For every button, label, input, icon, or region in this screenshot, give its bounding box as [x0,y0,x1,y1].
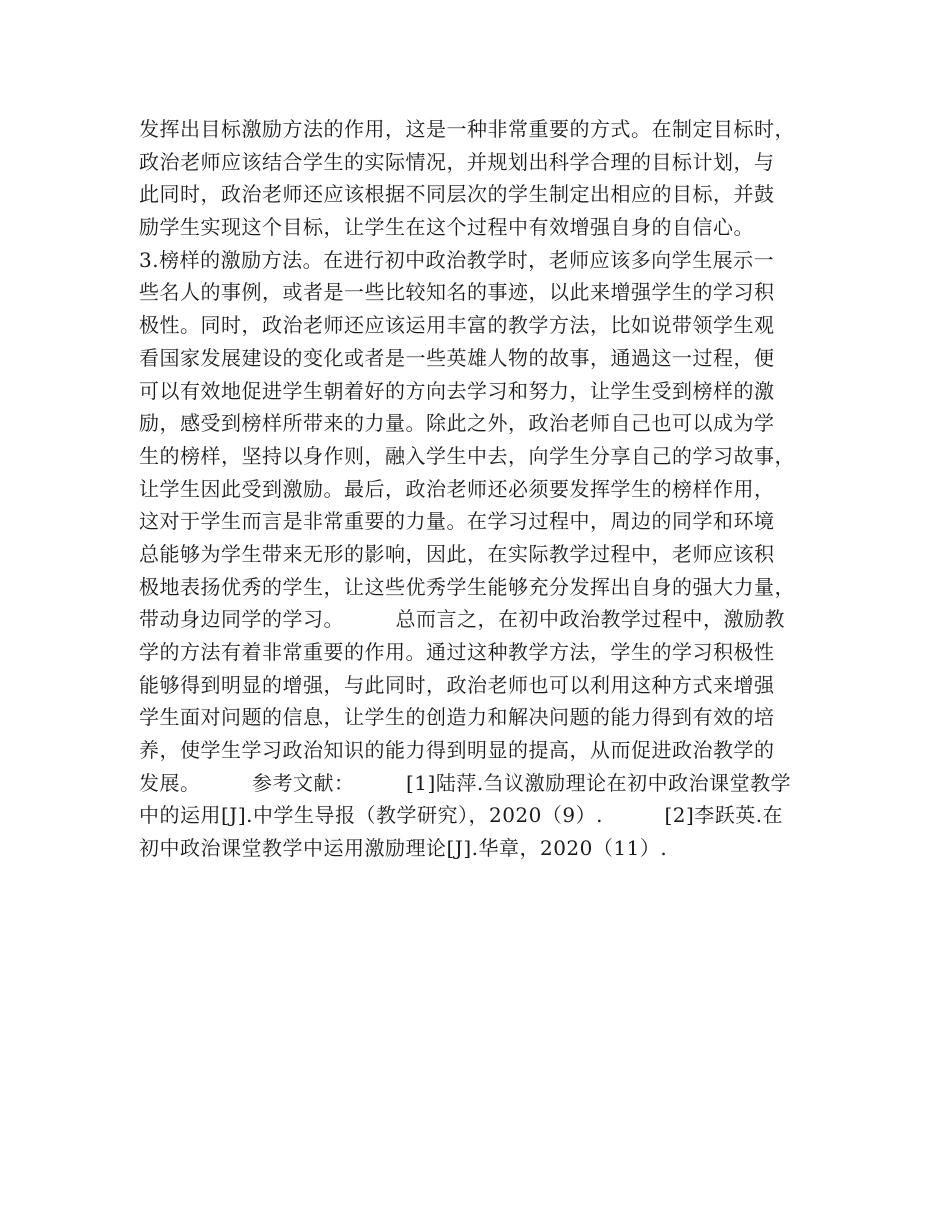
text-line: 励学生实现这个目标，让学生在这个过程中有效增强自身的自信心。 [139,215,754,240]
text-line: 3.榜样的激励方法。在进行初中政治教学时，老师应该多向学生展示一 [139,247,775,272]
text-line: 让学生因此受到激励。最后，政治老师还必须要发挥学生的榜样作用， [139,476,775,501]
text-line: 这对于学生而言是非常重要的力量。在学习过程中，周边的同学和环境 [139,509,775,534]
text-line: 此同时，政治老师还应该根据不同层次的学生制定出相应的目标，并鼓 [139,182,775,207]
text-line: 政治老师应该结合学生的实际情况，并规划出科学合理的目标计划，与 [139,149,775,174]
text-line: 总能够为学生带来无形的影响，因此，在实际教学过程中，老师应该积 [139,541,775,566]
text-line: 生的榜样，坚持以身作则，融入学生中去，向学生分享自己的学习故事， [139,443,795,468]
text-line: 极性。同时，政治老师还应该运用丰富的教学方法，比如说带领学生观 [139,313,775,338]
references-line: 中的运用[J].中学生导报（教学研究），2020（9）. [2]李跃英.在 [139,803,784,828]
references-line: 发展。 参考文献： [1]陆萍.刍议激励理论在初中政治课堂教学 [139,770,792,795]
text-line: 学生面对问题的信息，让学生的创造力和解决问题的能力得到有效的培 [139,705,775,730]
text-line: 学的方法有着非常重要的作用。通过这种教学方法，学生的学习积极性 [139,640,775,664]
text-line: 些名人的事例，或者是一些比较知名的事迹，以此来增强学生的学习积 [139,280,775,305]
text-line: 看国家发展建设的变化或者是一些英雄人物的故事，通過这一过程，便 [139,345,775,370]
text-line: 发挥出目标激励方法的作用，这是一种非常重要的方式。在制定目标时， [139,117,795,141]
text-line: 极地表扬优秀的学生，让这些优秀学生能够充分发挥出自身的强大力量， [139,574,795,599]
text-line: 励，感受到榜样所带来的力量。除此之外，政治老师自己也可以成为学 [139,411,775,436]
text-line: 能够得到明显的增强，与此同时，政治老师也可以利用这种方式来增强 [139,672,775,697]
text-line: 养，使学生学习政治知识的能力得到明显的提高，从而促进政治教学的 [139,738,775,763]
body-text [139,113,839,865]
text-line: 带动身边同学的学习。 总而言之，在初中政治教学过程中，激励教 [139,607,785,632]
text-line: 可以有效地促进学生朝着好的方向去学习和努力，让学生受到榜样的激 [139,378,775,403]
references-line: 初中政治课堂教学中运用激励理论[J].华章，2020（11）. [139,836,668,861]
